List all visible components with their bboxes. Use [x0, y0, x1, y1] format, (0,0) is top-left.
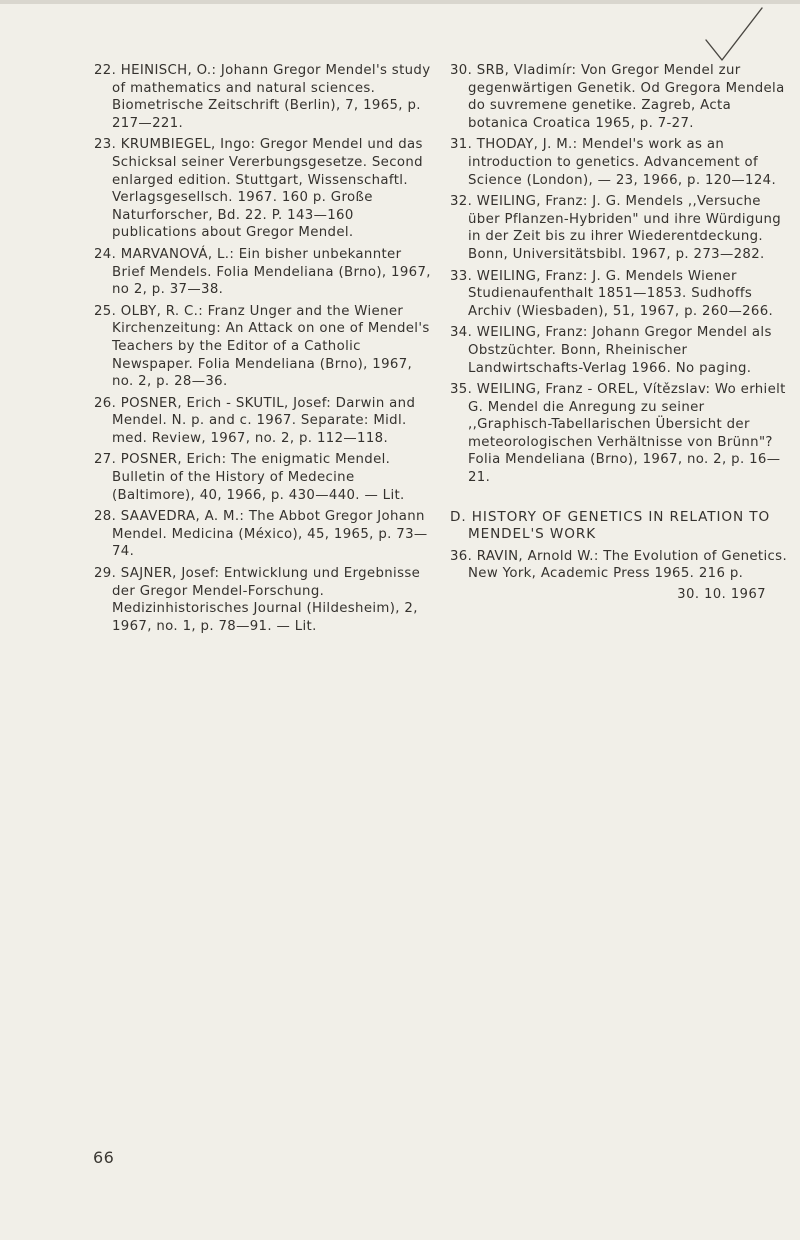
section-heading: D. HISTORY OF GENETICS IN RELATION TO MENDEL'S WORK [450, 508, 771, 543]
date-note: 30. 10. 1967 [677, 587, 766, 603]
bibliography-entry-35: 35. WEILING, Franz - OREL, Vítězslav: Wo erhielt G. Mendel die Anregung zu seiner ,,Graphisch-Tabellarischen Übersicht der meteorologischen Verhältnisse von Brünn"? Folia Mendeliana (Brno), 1967, no. 2, p. 16—21. [450, 382, 786, 486]
bibliography-entry-24: 24. MARVANOVÁ, L.: Ein bisher unbekannter Brief Mendels. Folia Mendeliana (Brno), 1967, no 2, p. 37—38. [94, 246, 431, 298]
bibliography-entry-28: 28. SAAVEDRA, A. M.: The Abbot Gregor Johann Mendel. Medicina (México), 45, 1965, p. 73—74. [94, 509, 428, 560]
bibliography-entry-32: 32. WEILING, Franz: J. G. Mendels ,,Versuche über Pflanzen-Hybriden" und ihre Würdigung in der Zeit bis zu ihrer Wiederentdeckung. Bonn, Universitätsbibl. 1967, p. 273—282. [450, 194, 782, 262]
bibliography-entry-25: 25. OLBY, R. C.: Franz Unger and the Wiener Kirchenzeitung: An Attack on one of Mendel's Teachers by the Editor of a Catholic Newspaper. Folia Mendeliana (Brno), 1967, no. 2, p. 28—36. [94, 303, 430, 390]
right-column [450, 62, 790, 602]
bibliography-entry-33: 33. WEILING, Franz: J. G. Mendels Wiener Studienaufenthalt 1851—1853. Sudhoffs Archiv (Wiesbaden), 51, 1967, p. 260—266. [450, 268, 774, 319]
bibliography-entry-31: 31. THODAY, J. M.: Mendel's work as an introduction to genetics. Advancement of Science (London), — 23, 1966, p. 120—124. [450, 137, 777, 188]
bibliography-entry-22: 22. HEINISCH, O.: Johann Gregor Mendel's study of mathematics and natural sciences. Biometrische Zeitschrift (Berlin), 7, 1965, p. 217—221. [94, 63, 431, 131]
bibliography-entry-30: 30. SRB, Vladimír: Von Gregor Mendel zur gegenwärtigen Genetik. Od Gregora Mendela do suvremene genetike. Zagreb, Acta botanica Croatica 1965, p. 7-27. [450, 63, 785, 131]
bibliography-entry-29: 29. SAJNER, Josef: Entwicklung und Ergebnisse der Gregor Mendel-Forschung. Medizinhistorisches Journal (Hildesheim), 2, 1967, no. 1, p. 78—91. — Lit. [94, 566, 421, 634]
bibliography-entry-26: 26. POSNER, Erich - SKUTIL, Josef: Darwin and Mendel. N. p. and c. 1967. Separate: Midl. med. Review, 1967, no. 2, p. 112—118. [94, 395, 416, 446]
page-number: 66 [93, 1148, 115, 1167]
left-column [94, 62, 432, 639]
bibliography-entry-27: 27. POSNER, Erich: The enigmatic Mendel. Bulletin of the History of Medecine (Baltimore), 40, 1966, p. 430—440. — Lit. [94, 452, 405, 503]
bibliography-entry-34: 34. WEILING, Franz: Johann Gregor Mendel als Obstzüchter. Bonn, Rheinischer Landwirtschafts-Verlag 1966. No paging. [450, 325, 772, 376]
check-mark-icon [700, 6, 770, 66]
page-top-edge [0, 0, 800, 4]
bibliography-entry-36: 36. RAVIN, Arnold W.: The Evolution of Genetics. New York, Academic Press 1965. 216 p. [450, 548, 788, 582]
bibliography-entry-23: 23. KRUMBIEGEL, Ingo: Gregor Mendel und das Schicksal seiner Vererbungsgesetze. Second enlarged edition. Stuttgart, Wissenschaftl. Verlagsgesellsch. 1967. 160 p. Große Naturforscher, Bd. 22. P. 143—160 publications about Gregor Mendel. [94, 137, 423, 241]
